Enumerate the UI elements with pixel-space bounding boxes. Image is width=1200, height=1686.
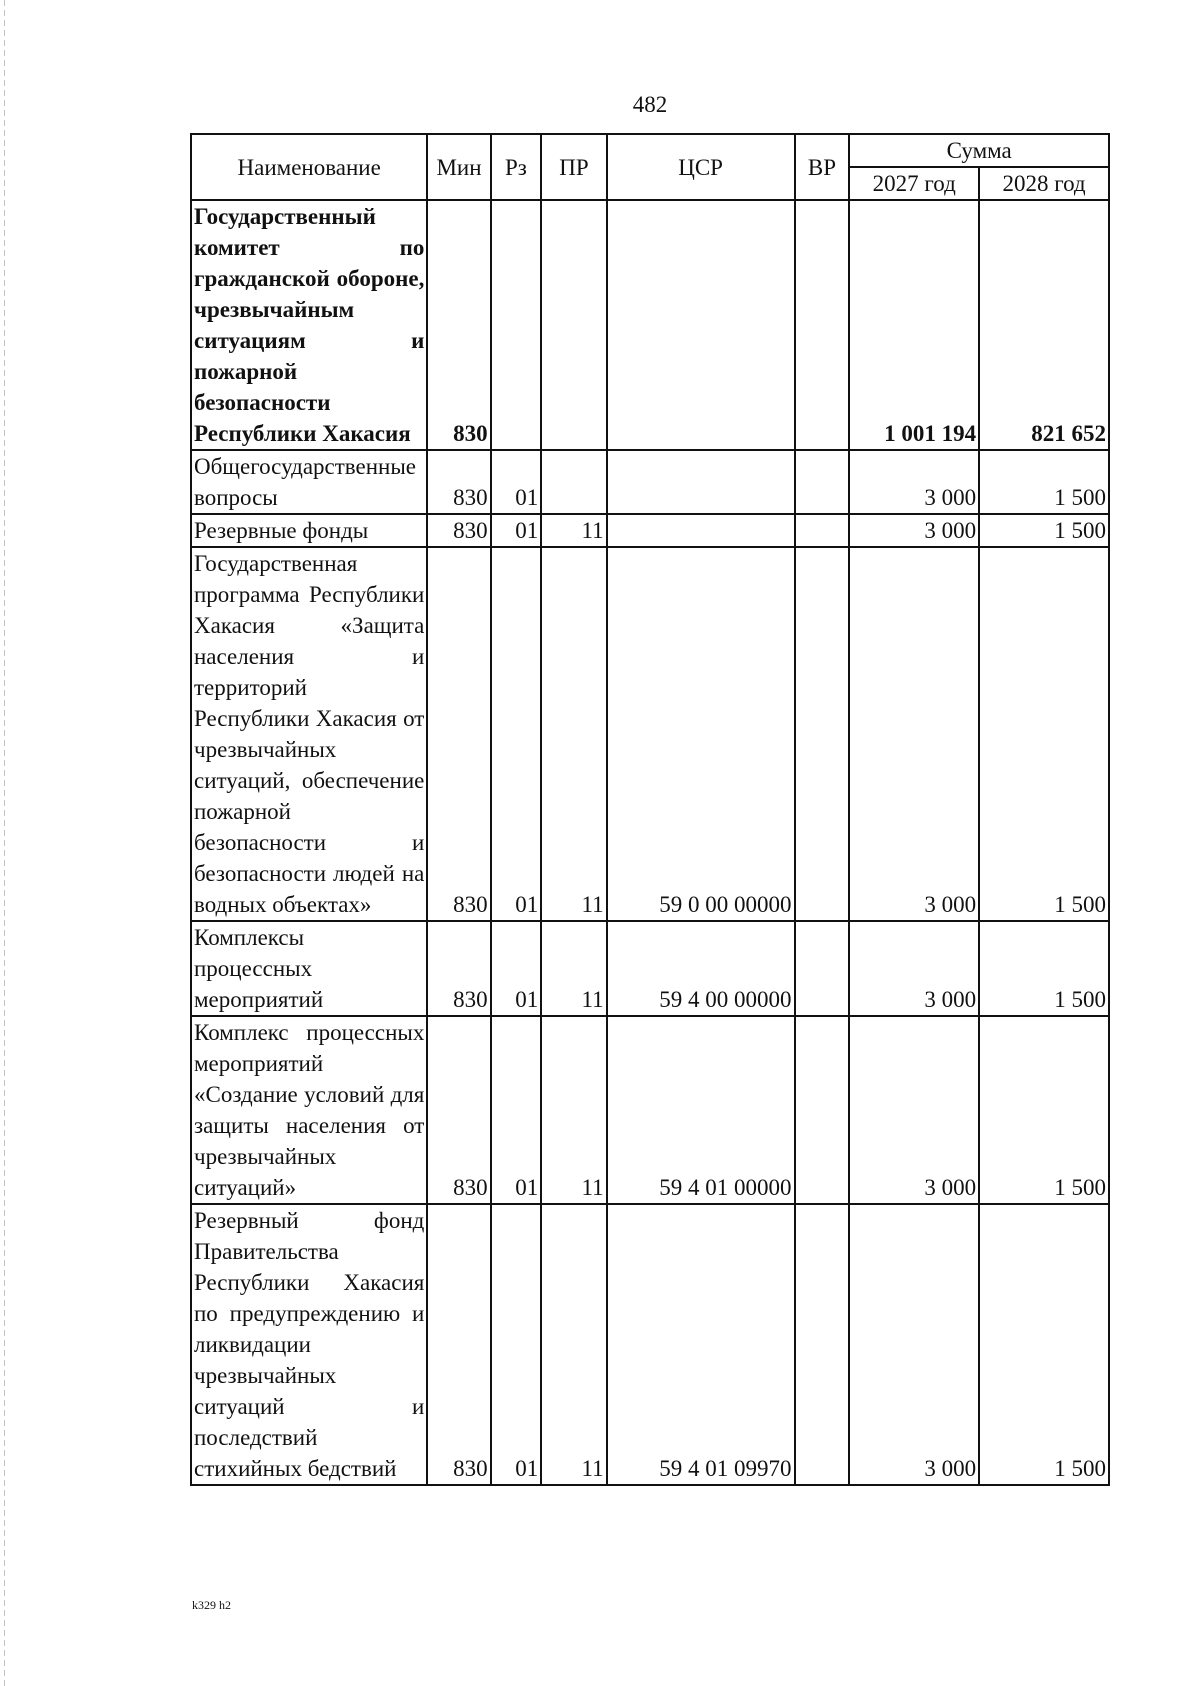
row-vr (795, 547, 850, 921)
row-sum-2027: 3 000 (849, 514, 979, 547)
header-min: Мин (427, 134, 490, 200)
row-csr (607, 450, 795, 514)
table-row (191, 450, 1109, 514)
row-rz: 01 (491, 514, 542, 547)
row-vr (795, 200, 850, 450)
row-min: 830 (427, 1016, 490, 1204)
row-name: Резервные фонды (191, 514, 427, 547)
row-sum-2028: 1 500 (979, 1016, 1109, 1204)
header-csr: ЦСР (607, 134, 795, 200)
row-name: Комплекс процессных мероприятий «Создание условий для защиты населения от чрезвычайных ситуаций» (191, 1016, 427, 1204)
table-row (191, 514, 1109, 547)
budget-table (190, 133, 1110, 1486)
row-name: Государственная программа Республики Хакасия «Защита населения и территорий Республики Хакасия от чрезвычайных ситуаций, обеспечение пожарной безопасности и безопасности людей на водных объектах» (191, 547, 427, 921)
row-csr: 59 4 00 00000 (607, 921, 795, 1016)
row-rz: 01 (491, 450, 542, 514)
row-pr (541, 450, 606, 514)
row-rz: 01 (491, 1016, 542, 1204)
table-row (191, 547, 1109, 921)
row-min: 830 (427, 547, 490, 921)
row-csr: 59 4 01 09970 (607, 1204, 795, 1485)
row-pr: 11 (541, 921, 606, 1016)
table-row (191, 1016, 1109, 1204)
row-name: Государственный комитет по гражданской обороне, чрезвычайным ситуациям и пожарной безопасности Республики Хакасия (191, 200, 427, 450)
header-sum: Сумма (849, 134, 1109, 167)
row-csr: 59 4 01 00000 (607, 1016, 795, 1204)
scan-edge-line (4, 0, 5, 1686)
page-number: 482 (632, 92, 668, 117)
table-row (191, 1204, 1109, 1485)
row-sum-2027: 3 000 (849, 547, 979, 921)
row-vr (795, 1204, 850, 1485)
row-min: 830 (427, 1204, 490, 1485)
header-pr: ПР (541, 134, 606, 200)
row-sum-2028: 1 500 (979, 547, 1109, 921)
row-vr (795, 1016, 850, 1204)
row-sum-2028: 1 500 (979, 1204, 1109, 1485)
table-row (191, 921, 1109, 1016)
row-min: 830 (427, 514, 490, 547)
header-year-2028: 2028 год (979, 167, 1109, 200)
table-row (191, 200, 1109, 450)
row-sum-2028: 1 500 (979, 450, 1109, 514)
row-vr (795, 514, 850, 547)
row-sum-2027: 3 000 (849, 1016, 979, 1204)
header-year-2027: 2027 год (849, 167, 979, 200)
row-pr: 11 (541, 547, 606, 921)
row-sum-2028: 1 500 (979, 514, 1109, 547)
row-rz: 01 (491, 547, 542, 921)
row-vr (795, 450, 850, 514)
row-sum-2027: 1 001 194 (849, 200, 979, 450)
row-sum-2027: 3 000 (849, 450, 979, 514)
row-name: Общегосударственные вопросы (191, 450, 427, 514)
row-rz: 01 (491, 1204, 542, 1485)
row-pr: 11 (541, 1016, 606, 1204)
row-rz (491, 200, 542, 450)
row-name: Резервный фонд Правительства Республики Хакасия по предупреждению и ликвидации чрезвычайных ситуаций и последствий стихийных бедствий (191, 1204, 427, 1485)
header-name: Наименование (191, 134, 427, 200)
row-rz: 01 (491, 921, 542, 1016)
header-vr: ВР (795, 134, 850, 200)
row-vr (795, 921, 850, 1016)
row-csr (607, 514, 795, 547)
row-pr: 11 (541, 1204, 606, 1485)
row-min: 830 (427, 921, 490, 1016)
row-sum-2028: 1 500 (979, 921, 1109, 1016)
header-rz: Рз (491, 134, 542, 200)
footer-code: k329 h2 (192, 1598, 231, 1612)
row-sum-2027: 3 000 (849, 921, 979, 1016)
row-name: Комплексы процессных мероприятий (191, 921, 427, 1016)
row-csr: 59 0 00 00000 (607, 547, 795, 921)
row-min: 830 (427, 450, 490, 514)
row-min: 830 (427, 200, 490, 450)
row-sum-2028: 821 652 (979, 200, 1109, 450)
row-csr (607, 200, 795, 450)
row-pr: 11 (541, 514, 606, 547)
row-pr (541, 200, 606, 450)
row-sum-2027: 3 000 (849, 1204, 979, 1485)
